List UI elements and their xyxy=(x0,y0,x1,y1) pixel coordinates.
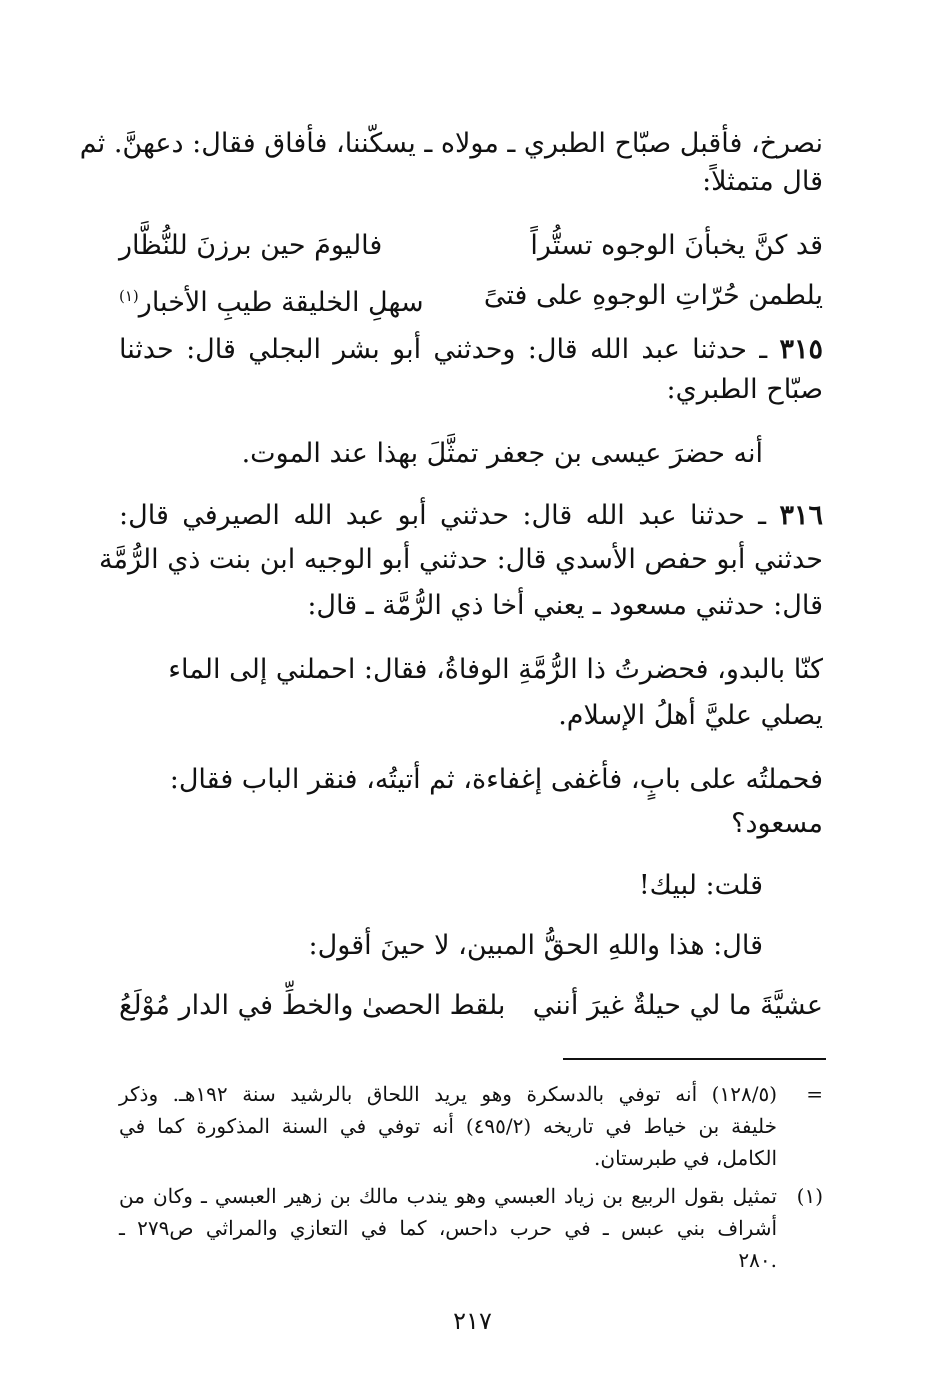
verse-first-hemistich: عشيَّةَ ما لي حيلةٌ غيرَ أنني xyxy=(532,990,823,1021)
paragraph-number: ٣١٦ xyxy=(779,500,824,531)
verse-second-hemistich: فاليومَ حين برزنَ للنُّظَّار xyxy=(119,230,383,261)
numbered-paragraph-line: ٣١٥ ـ حدثنا عبد الله قال: وحدثني أبو بشر البجلي قال: حدثنا xyxy=(119,334,823,365)
text-line: يصلي عليَّ أهلُ الإسلام. xyxy=(558,700,823,731)
text-line: قال: حدثني مسعود ـ يعني أخا ذي الرُّمَّة ـ قال: xyxy=(307,590,823,621)
verse-second-hemistich: سهلِ الخليقة طيبِ الأخبار$^{(١)}$ xyxy=(119,287,424,318)
footnote-line: .٢٨٠ xyxy=(738,1248,777,1272)
footnote xyxy=(119,1078,823,1174)
text-line: كنّا بالبدو، فحضرتُ ذا الرُّمَّةِ الوفاةُ، فقال: احملني إلى الماء xyxy=(168,654,823,685)
verse-line xyxy=(119,226,823,266)
text-line: قال متمثلاً: xyxy=(702,166,823,197)
text-line: قلت: لبيك! xyxy=(638,870,763,901)
numbered-paragraph-line: ٣١٦ ـ حدثنا عبد الله قال: حدثني أبو عبد الله الصيرفي قال: xyxy=(119,500,824,531)
text-line: نصرخ، فأقبل صبّاح الطبري ـ مولاه ـ يسكّننا، فأفاق فقال: دعهنَّ. ثم xyxy=(79,128,823,159)
footnote-line: (١٢٨/٥) أنه توفي بالدسكرة وهو يريد اللحاق بالرشيد سنة ١٩٢هـ. وذكر xyxy=(119,1082,778,1106)
page-number: ٢١٧ xyxy=(453,1307,492,1335)
footnote-line: تمثيل بقول الربيع بن زياد العبسي وهو يندب مالك بن زهير العبسي ـ وكان من xyxy=(119,1184,777,1208)
text-line: صبّاح الطبري: xyxy=(666,374,823,405)
verse-line xyxy=(119,986,823,1026)
paragraph-number: ٣١٥ xyxy=(779,334,823,365)
verse-first-hemistich: قد كنَّ يخبأنَ الوجوه تستُّراً xyxy=(530,230,823,261)
text-line: حدثني أبو حفص الأسدي قال: حدثني أبو الوجيه ابن بنت ذي الرُّمَّة xyxy=(99,544,823,575)
footnote-divider xyxy=(563,1058,826,1060)
verse-second-hemistich: بلقط الحصىٰ والخطِّ في الدار مُوْلَعُ xyxy=(119,990,506,1021)
footnote-line: الكامل، في طبرستان. xyxy=(594,1146,777,1170)
footnote xyxy=(119,1180,823,1276)
text-line: قال: هذا واللهِ الحقُّ المبين، لا حينَ أقول: xyxy=(308,930,763,961)
footnote-reference: (١) xyxy=(119,287,139,305)
verse-first-hemistich: يلطمن حُرّاتِ الوجوهِ على فتىً xyxy=(483,280,823,311)
footnote-line: خليفة بن خياط في تاريخه (٤٩٥/٢) أنه توفي في السنة المذكورة كما في xyxy=(119,1114,777,1138)
verse-line xyxy=(119,276,823,316)
text-line: مسعود؟ xyxy=(731,808,823,839)
text-line: أنه حضرَ عيسى بن جعفر تمثَّلَ بهذا عند الموت. xyxy=(241,438,763,469)
footnote-line: أشراف بني عبس ـ في حرب داحس، كما في التعازي والمراثي ص٢٧٩ ـ xyxy=(119,1216,778,1240)
footnote-mark: = xyxy=(806,1082,823,1106)
footnote-mark: (١) xyxy=(796,1184,823,1208)
text-line: فحملتُه على بابٍ، فأغفى إغفاءة، ثم أتيتُه، فنقر الباب فقال: xyxy=(169,764,823,795)
